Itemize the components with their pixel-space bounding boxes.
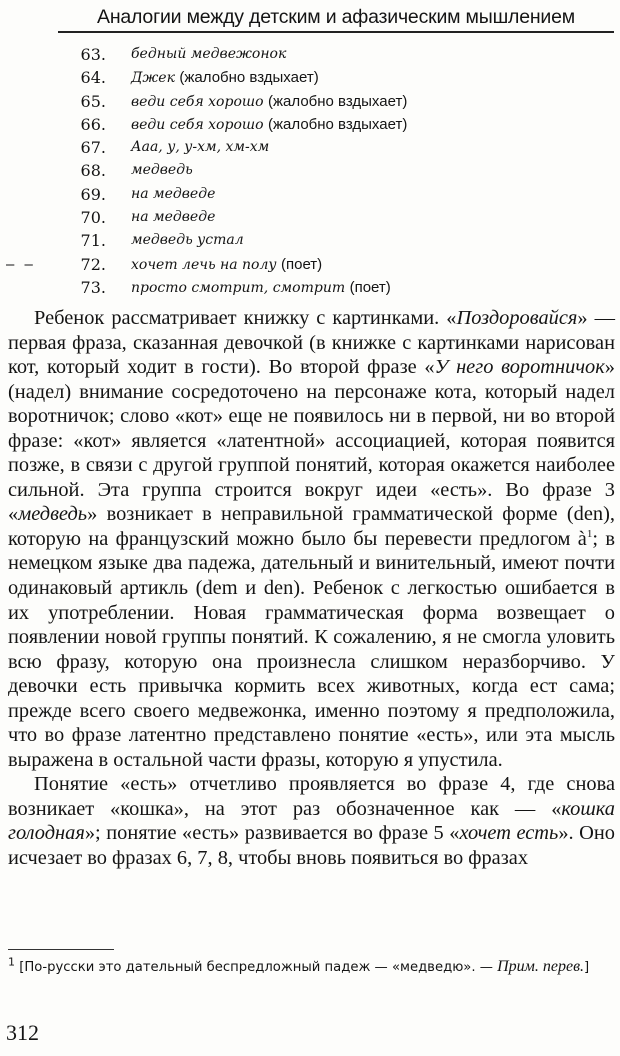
paragraph-1: Ребенок рассматривает книжку с картинками. «Поздоровайся» — первая фраза, сказанная девочкой (в книжке с картинками нарисован кот, который ходит в гости). Во второй фразе «У него воротничок» (надел) внимание сосредоточено на персонаже кота, который надел воротничок; слово «кот» еще не появилось ни в первой, ни во второй фразе: «кот» является «латентной» ассоциацией, которая появится позже, в связи с другой группой понятий, которая окажется наиболее сильной. Эта группа строится вокруг идеи «есть». Во фразе 3 «медведь» возникает в неправильной грамматической форме (den), которую на французский можно было бы перевести предлогом $à^1$; в немецком языке два падежа, дательный и винительный, имеют почти одинаковый артикль (dem и den). Ребенок с легкостью ошибается в их употреблении. Новая грамматическая форма возвещает о появлении новой группы понятий. К сожалению, я не смогла уловить всю фразу, которую она произнесла слишком неразборчиво. У девочки есть привычка кормить всех животных, когда ест сама; прежде всего своего медвежонка, именно поэтому я предположила, что во фразе латентно представлено понятие «есть», или эта мысль выражена в остальной части фразы, которую я упустила. <box>8 307 615 771</box>
list-item <box>0 113 620 136</box>
list-item <box>0 159 620 182</box>
item-phrase: веди себя хорошо (жалобно вздыхает) <box>131 115 408 133</box>
list-item <box>0 43 620 66</box>
running-header: Аналогии между детским и афазическим мышлением <box>97 6 575 28</box>
margin-mark: – – <box>6 255 36 273</box>
list-item <box>0 253 620 276</box>
item-number: 68. <box>80 161 106 181</box>
item-phrase: бедный медвежонок <box>131 46 287 62</box>
footnote-rule <box>8 949 114 950</box>
item-phrase: веди себя хорошо (жалобно вздыхает) <box>131 92 408 110</box>
item-phrase: просто смотрит, смотрит (поет) <box>131 278 391 296</box>
list-item <box>0 66 620 89</box>
item-number: 67. <box>80 138 106 158</box>
item-phrase: на медведе <box>131 209 216 226</box>
item-number: 71. <box>80 231 106 251</box>
item-phrase: медведь устал <box>131 232 244 249</box>
footnote-ref: 1 <box>586 528 593 541</box>
item-note: (жалобно вздыхает) <box>268 92 408 110</box>
list-item <box>0 183 620 206</box>
item-note: (поет) <box>280 255 323 273</box>
numbered-phrase-list <box>0 43 620 299</box>
paragraph-2: Понятие «есть» отчетливо проявляется во фразе 4, где снова возникает «кошка», на этот раз обозначенное как — «кошка голодная»; понятие «есть» развивается во фразе 5 «хочет есть». Оно исчезает во фразах 6, 7, 8, чтобы вновь появиться во фразах <box>8 773 615 870</box>
item-phrase: медведь <box>131 162 193 179</box>
item-number: 64. <box>80 68 106 88</box>
item-note: (жалобно вздыхает) <box>179 69 319 87</box>
item-number: 73. <box>80 277 106 297</box>
header-rule <box>58 31 614 33</box>
item-note: (жалобно вздыхает) <box>268 115 408 133</box>
footnote: $^1$ [По-русски это дательный беспредложный падеж — «медведю». — Прим. перев.] <box>8 955 590 975</box>
list-item <box>0 206 620 229</box>
item-number: 70. <box>80 208 106 228</box>
page-number: 312 <box>6 1020 39 1045</box>
list-item <box>0 136 620 159</box>
list-item <box>0 90 620 113</box>
body-text <box>8 306 615 871</box>
item-phrase: Ааа, у, у-хм, хм-хм <box>131 139 270 156</box>
item-number: 69. <box>80 184 106 204</box>
item-phrase: Джек (жалобно вздыхает) <box>131 69 319 87</box>
item-number: 72. <box>80 254 106 274</box>
item-note: (поет) <box>349 278 391 296</box>
item-phrase: хочет лечь на полу (поет) <box>131 255 323 273</box>
list-item <box>0 229 620 252</box>
item-number: 66. <box>80 114 106 134</box>
item-number: 65. <box>80 91 106 111</box>
item-phrase: на медведе <box>131 185 216 202</box>
item-number: 63. <box>80 45 106 64</box>
list-item <box>0 276 620 299</box>
